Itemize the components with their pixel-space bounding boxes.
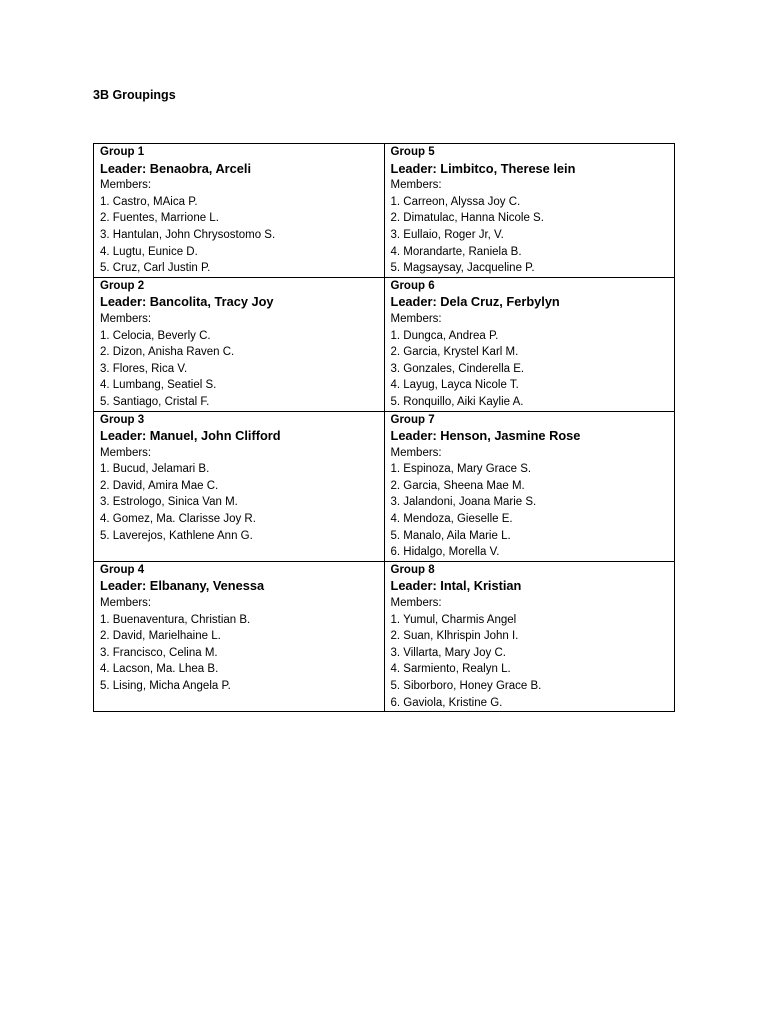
list-item: 1. Celocia, Beverly C. bbox=[100, 329, 211, 342]
list-item: 1. Dungca, Andrea P. bbox=[390, 329, 499, 342]
group-name: Group 5 bbox=[390, 146, 435, 158]
group-leader: Leader: Dela Cruz, Ferbylyn bbox=[390, 294, 560, 310]
group-leader: Leader: Intal, Kristian bbox=[390, 578, 522, 594]
members-label: Members: bbox=[100, 446, 152, 459]
members-label: Members: bbox=[100, 597, 152, 610]
group-cell bbox=[384, 561, 675, 711]
group-name: Group 3 bbox=[100, 413, 145, 426]
members-label: Members: bbox=[390, 446, 442, 459]
list-item: 1. Castro, MAica P. bbox=[100, 195, 198, 208]
group-name: Group 7 bbox=[390, 413, 435, 426]
group-name: Group 1 bbox=[100, 146, 145, 158]
list-item: 1. Carreon, Alyssa Joy C. bbox=[390, 195, 521, 208]
table-row bbox=[94, 277, 675, 411]
list-item: 5. Siborboro, Honey Grace B. bbox=[390, 680, 542, 692]
group-cell bbox=[94, 144, 385, 278]
list-item: 2. Dimatulac, Hanna Nicole S. bbox=[390, 212, 544, 225]
list-item: 5. Santiago, Cristal F. bbox=[100, 395, 210, 408]
list-item: 4. Gomez, Ma. Clarisse Joy R. bbox=[100, 513, 256, 526]
table-row bbox=[94, 144, 675, 278]
list-item: 4. Lacson, Ma. Lhea B. bbox=[100, 663, 219, 676]
member-list bbox=[100, 461, 378, 544]
list-item: 2. Suan, Klhrispin John I. bbox=[390, 630, 519, 643]
group-cell bbox=[94, 277, 385, 411]
group-leader: Leader: Limbitco, Therese lein bbox=[390, 160, 576, 176]
member-list bbox=[100, 194, 378, 277]
list-item: 3. Gonzales, Cinderella E. bbox=[390, 362, 525, 375]
members-label: Members: bbox=[390, 597, 442, 610]
group-cell bbox=[94, 561, 385, 711]
members-label: Members: bbox=[100, 179, 152, 192]
group-leader: Leader: Henson, Jasmine Rose bbox=[390, 428, 581, 444]
table-row bbox=[94, 561, 675, 711]
list-item: 3. Hantulan, John Chrysostomo S. bbox=[100, 228, 276, 241]
list-item: 1. Espinoza, Mary Grace S. bbox=[390, 463, 532, 476]
members-label: Members: bbox=[390, 179, 442, 192]
list-item: 4. Lumbang, Seatiel S. bbox=[100, 379, 217, 392]
members-label: Members: bbox=[100, 312, 152, 325]
list-item: 2. Garcia, Sheena Mae M. bbox=[390, 479, 525, 492]
list-item: 4. Morandarte, Raniela B. bbox=[390, 245, 522, 258]
list-item: 5. Manalo, Aila Marie L. bbox=[390, 529, 511, 542]
member-list bbox=[391, 461, 669, 561]
list-item: 5. Magsaysay, Jacqueline P. bbox=[390, 262, 535, 275]
member-list bbox=[100, 328, 378, 411]
list-item: 3. Jalandoni, Joana Marie S. bbox=[390, 496, 537, 509]
list-item: 1. Yumul, Charmis Angel bbox=[390, 613, 517, 626]
group-cell bbox=[384, 411, 675, 561]
list-item: 3. Estrologo, Sinica Van M. bbox=[100, 496, 238, 509]
group-name: Group 6 bbox=[390, 279, 435, 292]
list-item: 5. Ronquillo, Aiki Kaylie A. bbox=[390, 395, 524, 408]
member-list bbox=[391, 194, 669, 277]
list-item: 5. Cruz, Carl Justin P. bbox=[100, 262, 211, 275]
group-cell bbox=[384, 144, 675, 278]
list-item: 3. Flores, Rica V. bbox=[100, 362, 188, 375]
page-title: 3B Groupings bbox=[93, 88, 176, 102]
group-leader: Leader: Bancolita, Tracy Joy bbox=[100, 294, 274, 310]
list-item: 2. David, Amira Mae C. bbox=[100, 479, 219, 492]
member-list bbox=[100, 612, 378, 695]
list-item: 2. Fuentes, Marrione L. bbox=[100, 212, 219, 225]
list-item: 2. Dizon, Anisha Raven C. bbox=[100, 346, 235, 359]
members-label: Members: bbox=[390, 312, 442, 325]
list-item: 4. Mendoza, Gieselle E. bbox=[390, 513, 513, 526]
list-item: 3. Villarta, Mary Joy C. bbox=[390, 646, 506, 659]
list-item: 4. Lugtu, Eunice D. bbox=[100, 245, 198, 258]
group-leader: Leader: Manuel, John Clifford bbox=[100, 428, 281, 444]
list-item: 2. David, Marielhaine L. bbox=[100, 630, 221, 643]
group-leader: Leader: Benaobra, Arceli bbox=[100, 160, 252, 176]
member-list bbox=[391, 612, 669, 712]
list-item: 3. Eullaio, Roger Jr, V. bbox=[390, 228, 504, 241]
list-item: 2. Garcia, Krystel Karl M. bbox=[390, 346, 519, 359]
list-item: 1. Bucud, Jelamari B. bbox=[100, 463, 210, 476]
group-name: Group 8 bbox=[390, 563, 435, 576]
group-name: Group 2 bbox=[100, 279, 145, 292]
list-item: 1. Buenaventura, Christian B. bbox=[100, 613, 251, 626]
table-row bbox=[94, 411, 675, 561]
list-item: 4. Layug, Layca Nicole T. bbox=[390, 379, 519, 392]
group-cell bbox=[94, 411, 385, 561]
list-item: 5. Lising, Micha Angela P. bbox=[100, 680, 231, 692]
list-item: 3. Francisco, Celina M. bbox=[100, 646, 218, 659]
groupings-table bbox=[93, 143, 675, 712]
group-cell bbox=[384, 277, 675, 411]
list-item: 6. Gaviola, Kristine G. bbox=[390, 696, 503, 709]
member-list bbox=[391, 328, 669, 411]
list-item: 4. Sarmiento, Realyn L. bbox=[390, 663, 511, 676]
group-name: Group 4 bbox=[100, 563, 145, 576]
group-leader: Leader: Elbanany, Venessa bbox=[100, 578, 265, 594]
list-item: 5. Laverejos, Kathlene Ann G. bbox=[100, 529, 253, 542]
list-item: 6. Hidalgo, Morella V. bbox=[390, 546, 500, 559]
